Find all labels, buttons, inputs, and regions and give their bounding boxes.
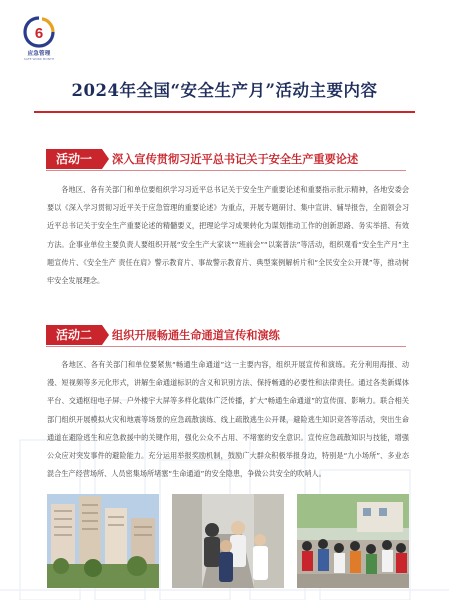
section-1-body: 各地区、各有关部门和单位要组织学习习近平总书记关于安全生产重要论述和重要指示批示精神，各地安委会要以《深入学习贯彻习近平关于应急管理的重要论述》为重点，开展专题研讨、集中宣讲、辅导报告，全面领会习近平总书记关于安全生产重要论述的精髓要义，把理论学习成果转化为谋划推动工作的创新思路、务实举措、有效方法。企事业单位主要负责人要组织开展“安全生产大家谈”“班前会”“以案普法”等活动，组织观看“安全生产月”主题宣传片、《安全生产 责任在肩》警示教育片、事故警示教育片、典型案例解析片和“全民安全公开课”等，推动树牢安全发展理念。 [47, 185, 409, 286]
fire-drill-stairwell-photo [172, 494, 284, 588]
logo-wordmark: 应急管理 [27, 51, 51, 57]
page-title: 2024年全国“安全生产月”活动主要内容 [71, 81, 378, 100]
section-1-heading: 深入宣传贯彻习近平总书记关于安全生产重要论述 [112, 152, 359, 166]
title-divider [34, 111, 415, 113]
section-2-heading: 组织开展畅通生命通道宣传和演练 [112, 328, 280, 342]
section-1-header [46, 149, 406, 169]
logo-subtitle: SAFE WORK MONTH [23, 57, 55, 61]
crowd-outdoor-event-photo [297, 494, 409, 588]
logo-emblem-icon [22, 16, 56, 48]
section-1-tag: 活动一 [46, 149, 102, 169]
section-2-header [46, 325, 406, 345]
section-2-body: 各地区、各有关部门和单位要紧焦“畅通生命通道”这一主要内容，组织开展宣传和演练。充分利用海报、动漫、短视频等多元化形式，讲解生命通道标识的含义和识别方法、保持畅通的必要性和法律责任。通过各类新媒体平台、交通枢纽电子屏、户外楼宇大屏等多样化载体广泛传播，扩大“畅通生命通道”的宣传面、影响力。联合相关部门组织开展模拟火灾和地震等场景的应急疏散演练、线上疏散逃生公开课，避险逃生知识竞答等活动，突出生命通道在避险逃生和应急救援中的关键作用，强化公众不占用、不堵塞的安全意识。宣传应急疏散知识与技能，增强公众应对突发事件的避险能力。充分运用举报奖励机制，鼓励广大群众积极举报身边，特别是“九小场所”、多业态混合生产经营场所、人员密集场所堵塞“生命通道”的安全隐患，争做公共安全的吹哨人。 [47, 360, 409, 479]
section-1-underline [46, 170, 406, 171]
section-2-underline [46, 346, 406, 347]
section-2-tag: 活动二 [46, 325, 102, 345]
photo-strip [47, 494, 409, 588]
logo [16, 16, 62, 68]
svg-text:6: 6 [34, 25, 44, 42]
residential-towers-photo [47, 494, 159, 588]
